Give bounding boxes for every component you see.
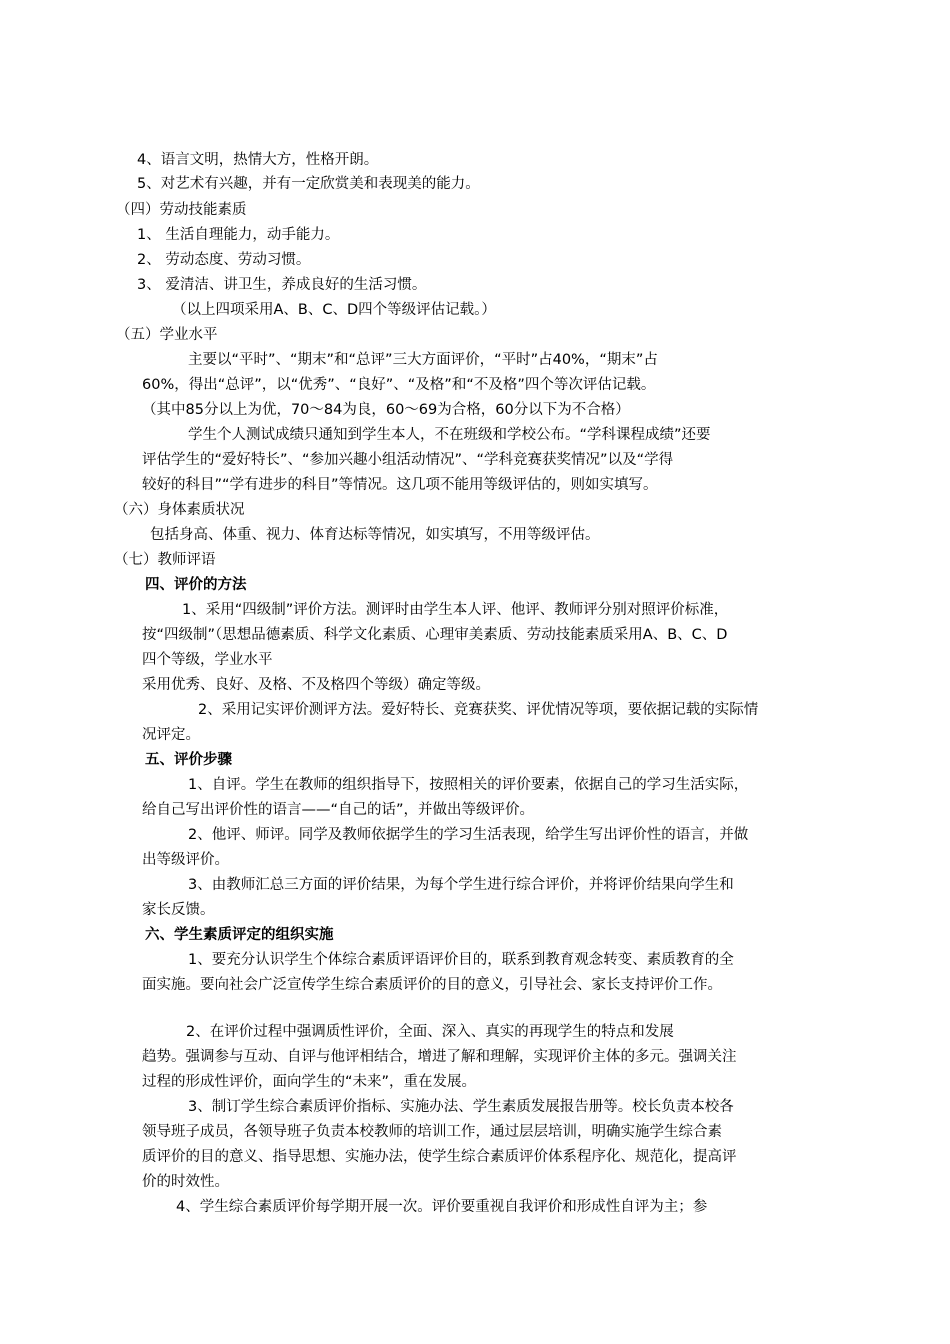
text-line: 4、学生综合素质评价每学期开展一次。评价要重视自我评价和形成性自评为主；参 <box>176 1199 708 1215</box>
text-line: 1、 生活自理能力，动手能力。 <box>137 227 340 243</box>
text-line: 60%，得出“总评”，以“优秀”、“良好”、“及格”和“不及格”四个等次评估记载。 <box>142 377 656 393</box>
text-line: （其中85分以上为优，70～84为良，60～69为合格，60分以下为不合格） <box>142 402 630 418</box>
text-line: 3、由教师汇总三方面的评价结果，为每个学生进行综合评价，并将评价结果向学生和 <box>188 877 734 893</box>
text-line: 给自己写出评价性的语言——“自己的话”，并做出等级评价。 <box>142 802 535 818</box>
text-line: 领导班子成员，各领导班子负责本校教师的培训工作，通过层层培训，明确实施学生综合素 <box>142 1124 722 1140</box>
text-line: 包括身高、体重、视力、体育达标等情况，如实填写，不用等级评估。 <box>150 527 600 543</box>
text-line: 主要以“平时”、“期末”和“总评”三大方面评价，“平时”占40%，“期末”占 <box>188 352 658 368</box>
text-line: 质评价的目的意义、指导思想、实施办法，使学生综合素质评价体系程序化、规范化，提高评 <box>142 1149 737 1165</box>
text-line: 较好的科目”“学有进步的科目”等情况。这几项不能用等级评估的，则如实填写。 <box>142 477 658 493</box>
text-line: 过程的形成性评价，面向学生的“未来”，重在发展。 <box>142 1074 477 1090</box>
text-line: 按“四级制”（思想品德素质、科学文化素质、心理审美素质、劳动技能素质采用A、B、C、D <box>142 627 728 643</box>
text-line: 评估学生的“爱好特长”、“参加兴趣小组活动情况”、“学科竞赛获奖情况”以及“学得 <box>142 452 674 468</box>
text-line: 2、在评价过程中强调质性评价，全面、深入、真实的再现学生的特点和发展 <box>186 1024 674 1040</box>
text-line: 3、制订学生综合素质评价指标、实施办法、学生素质发展报告册等。校长负责本校各 <box>188 1099 734 1115</box>
section-heading: （六）身体素质状况 <box>114 502 245 518</box>
text-line: 家长反馈。 <box>142 902 215 918</box>
text-line: 2、采用记实评价测评方法。爱好特长、竞赛获奖、评优情况等项，要依据记载的实际情 <box>198 702 759 718</box>
text-line: 4、语言文明，热情大方，性格开朗。 <box>137 152 379 168</box>
text-line: 四个等级，学业水平 <box>142 652 273 668</box>
section-heading: （七）教师评语 <box>114 552 216 568</box>
text-line: 2、 劳动态度、劳动习惯。 <box>137 252 311 268</box>
text-line: 采用优秀、良好、及格、不及格四个等级）确定等级。 <box>142 677 490 693</box>
text-line: 1、自评。学生在教师的组织指导下，按照相关的评价要素，依据自己的学习生活实际， <box>188 777 749 793</box>
chapter-heading: 四、评价的方法 <box>145 577 247 593</box>
text-line: 价的时效性。 <box>142 1174 229 1190</box>
text-line: 出等级评价。 <box>142 852 229 868</box>
text-line: 3、 爱清洁、讲卫生，养成良好的生活习惯。 <box>137 277 427 293</box>
text-line: 1、采用“四级制”评价方法。测评时由学生本人评、他评、教师评分别对照评价标准， <box>182 602 729 618</box>
text-line: 况评定。 <box>142 727 200 743</box>
section-heading: （五）学业水平 <box>116 327 218 343</box>
text-line: 趋势。强调参与互动、自评与他评相结合，增进了解和理解，实现评价主体的多元。强调关注 <box>142 1049 737 1065</box>
text-line: 面实施。要向社会广泛宣传学生综合素质评价的目的意义，引导社会、家长支持评价工作。 <box>142 977 722 993</box>
text-line: 1、要充分认识学生个体综合素质评语评价目的，联系到教育观念转变、素质教育的全 <box>188 952 734 968</box>
section-heading: （四）劳动技能素质 <box>116 202 247 218</box>
text-line: 学生个人测试成绩只通知到学生本人，不在班级和学校公布。“学科课程成绩”还要 <box>188 427 711 443</box>
chapter-heading: 六、学生素质评定的组织实施 <box>145 927 334 943</box>
chapter-heading: 五、评价步骤 <box>145 752 232 768</box>
text-line: 2、他评、师评。同学及教师依据学生的学习生活表现，给学生写出评价性的语言，并做 <box>188 827 749 843</box>
text-line: 5、对艺术有兴趣，并有一定欣赏美和表现美的能力。 <box>137 176 480 192</box>
text-line: （以上四项采用A、B、C、D四个等级评估记载。） <box>172 302 496 318</box>
